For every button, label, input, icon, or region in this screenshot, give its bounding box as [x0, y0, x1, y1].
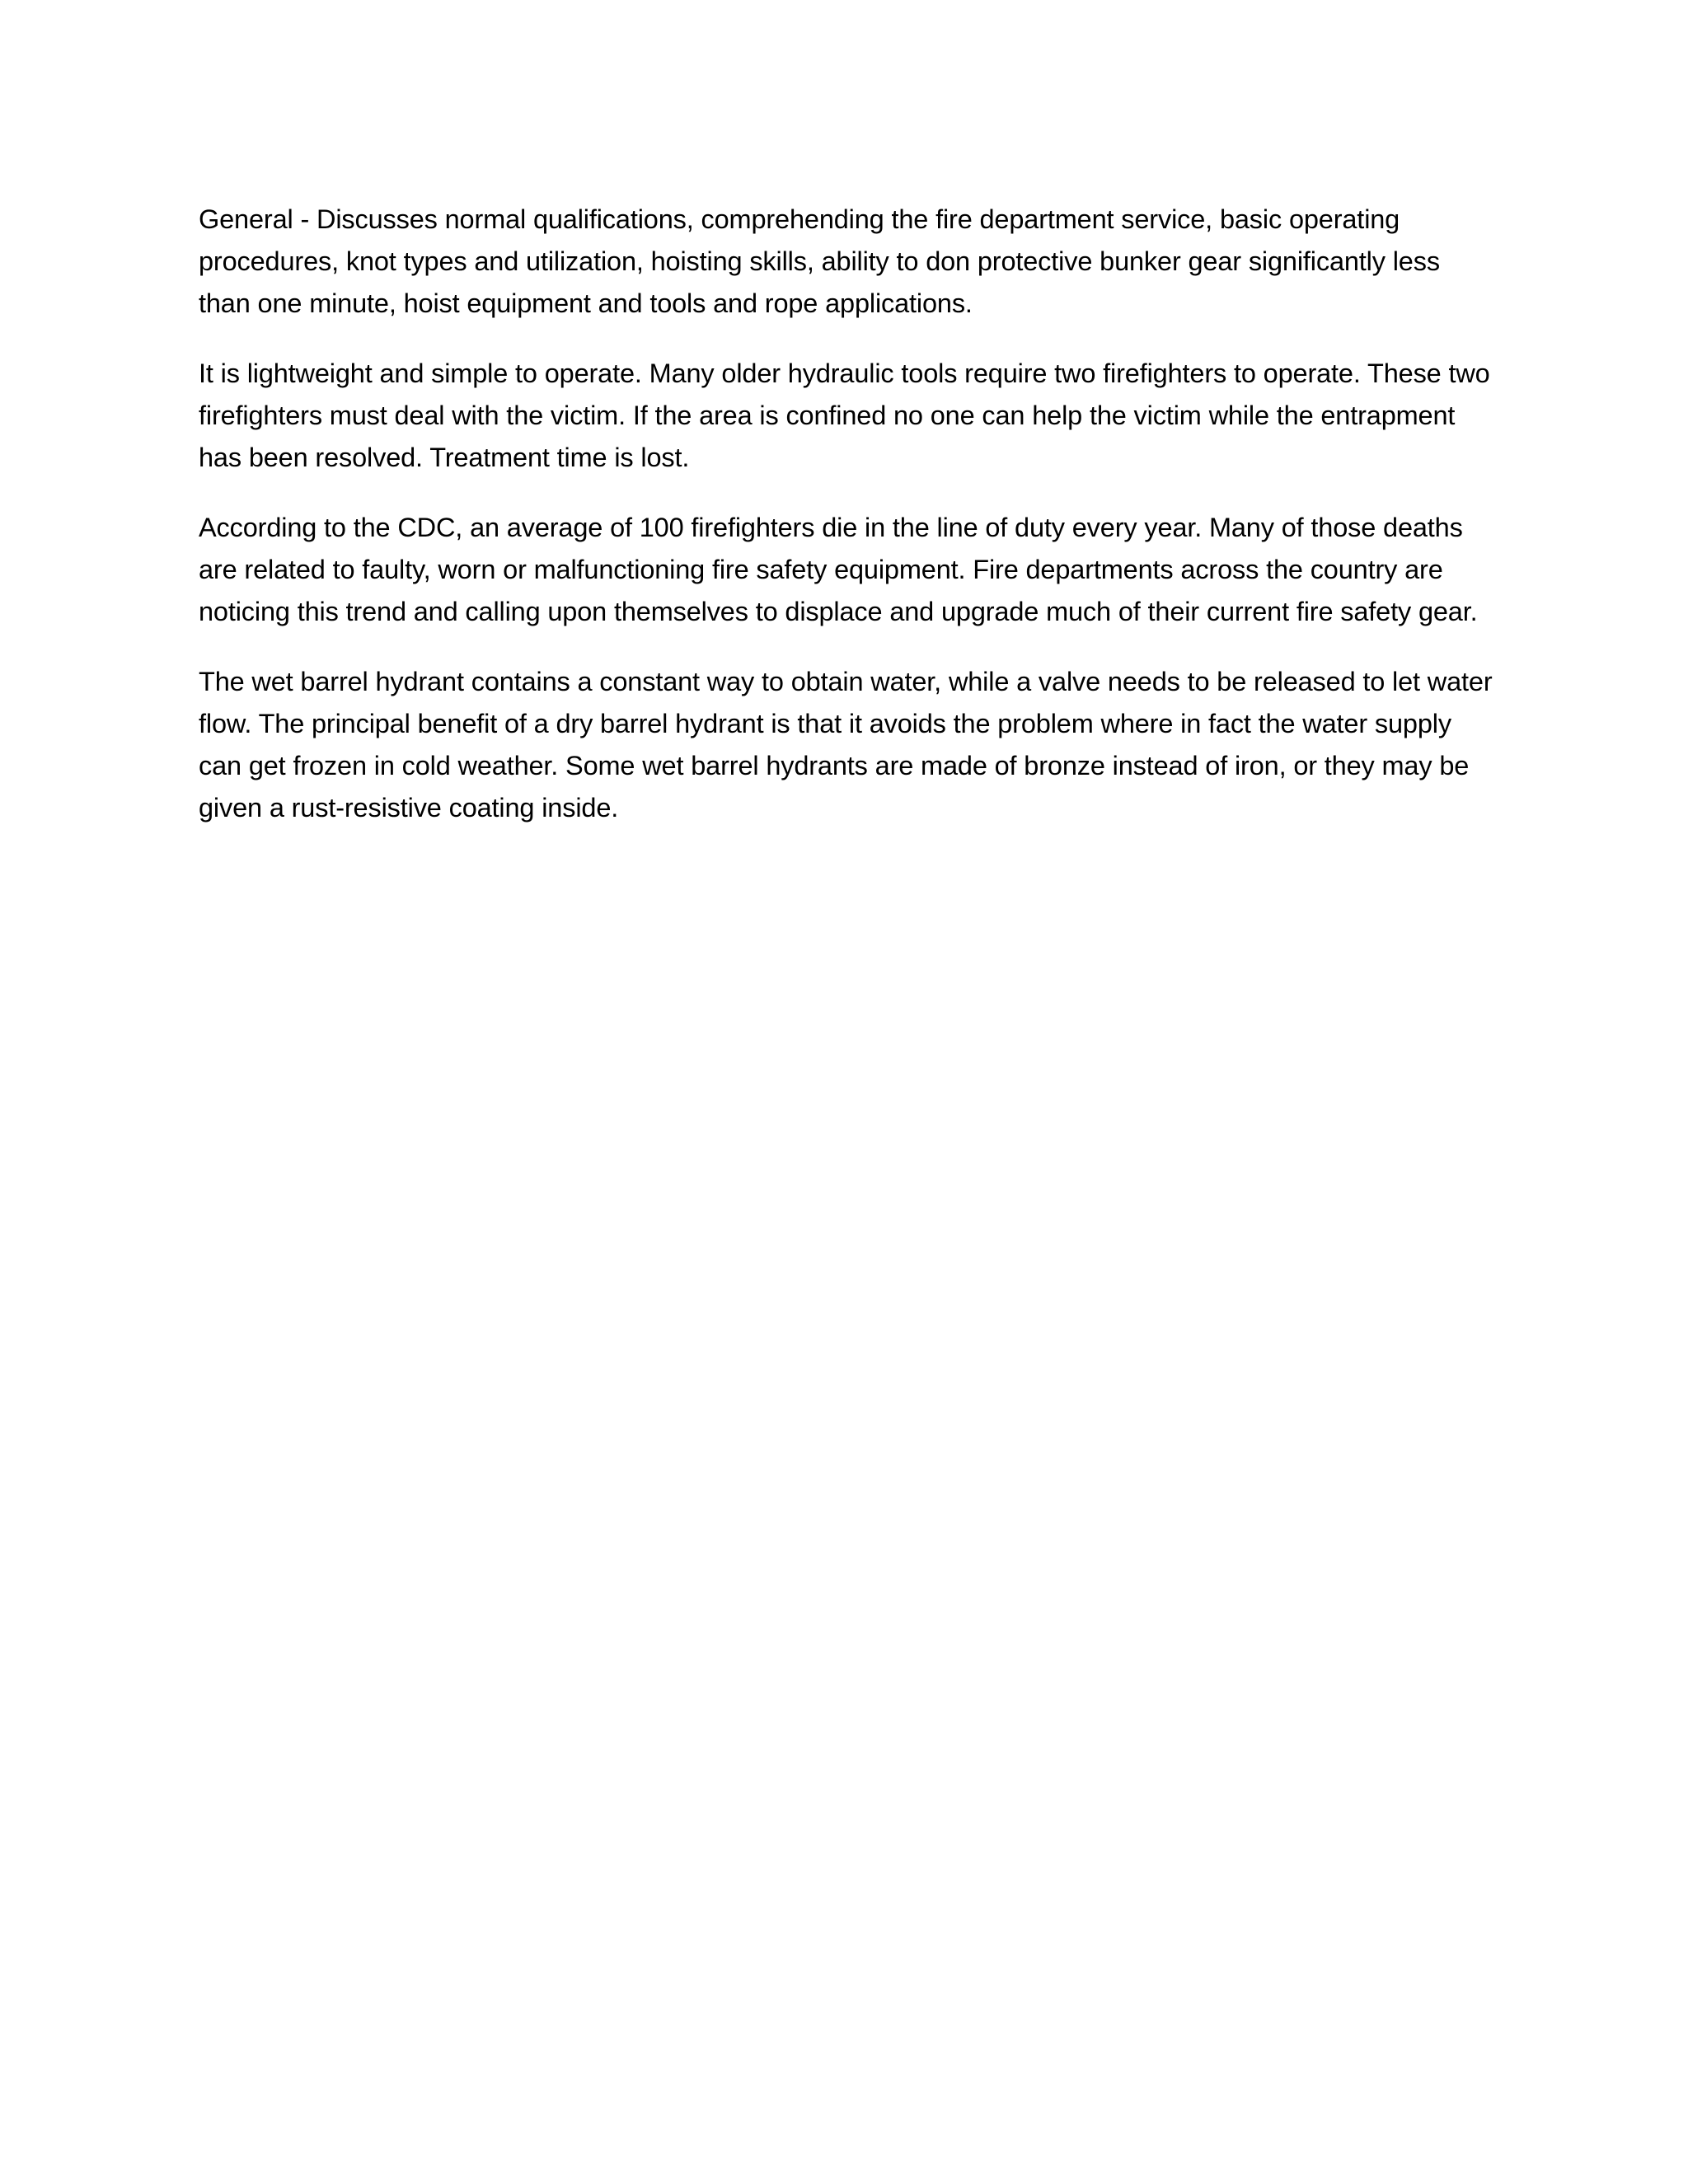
paragraph-cdc-statistics: According to the CDC, an average of 100 firefighters die in the line of duty every year. Many of those deaths are related to faulty, worn or malfunctioning fire safety equipment. Fire departments across the country are noticing this trend and calling upon themselves to displace and upgrade much of their current fire safety gear.	[199, 513, 1478, 626]
paragraph-general: General - Discusses normal qualifications, comprehending the fire department service, basic operating procedures, knot types and utilization, hoisting skills, ability to don protective bunker gear significantly less than one minute, hoist equipment and tools and rope applications.	[199, 204, 1440, 318]
document-body	[199, 199, 1493, 857]
paragraph-hydrants: The wet barrel hydrant contains a constant way to obtain water, while a valve needs to be released to let water flow. The principal benefit of a dry barrel hydrant is that it avoids the problem where in fact the water supply can get frozen in cold weather. Some wet barrel hydrants are made of bronze instead of iron, or they may be given a rust-resistive coating inside.	[199, 667, 1493, 823]
paragraph-hydraulic-tools: It is lightweight and simple to operate. Many older hydraulic tools require two firefighters to operate. These two firefighters must deal with the victim. If the area is confined no one can help the victim while the entrapment has been resolved. Treatment time is lost.	[199, 359, 1490, 472]
